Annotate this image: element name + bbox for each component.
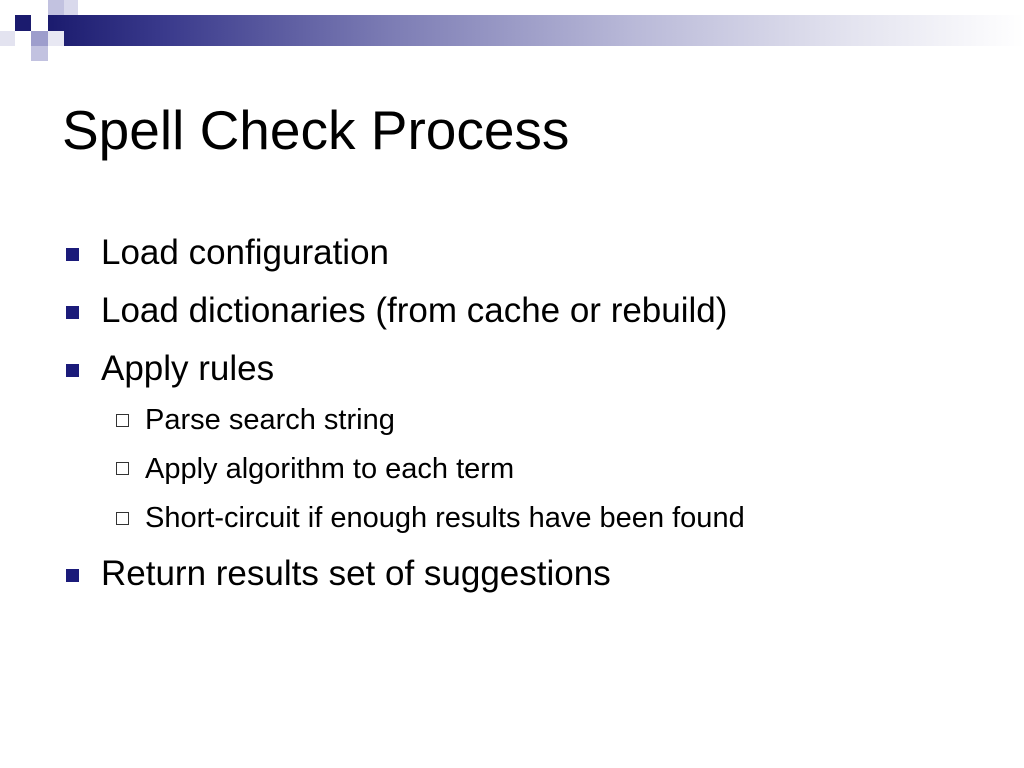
bullet-item: Load dictionaries (from cache or rebuild) xyxy=(101,291,728,330)
filled-square-bullet-icon xyxy=(66,248,79,261)
filled-square-bullet-icon xyxy=(66,569,79,582)
sub-bullet-item: Parse search string xyxy=(145,404,395,436)
bullet-item: Return results set of suggestions xyxy=(101,554,611,593)
sub-bullet-item: Short-circuit if enough results have been found xyxy=(145,502,745,534)
hollow-square-bullet-icon xyxy=(116,414,129,427)
slide-title: Spell Check Process xyxy=(62,99,570,161)
filled-square-bullet-icon xyxy=(66,364,79,377)
filled-square-bullet-icon xyxy=(66,306,79,319)
hollow-square-bullet-icon xyxy=(116,512,129,525)
sub-bullet-item: Apply algorithm to each term xyxy=(145,453,515,485)
bullet-item: Apply rules xyxy=(101,349,275,388)
bullet-item: Load configuration xyxy=(101,233,389,272)
hollow-square-bullet-icon xyxy=(116,462,129,475)
